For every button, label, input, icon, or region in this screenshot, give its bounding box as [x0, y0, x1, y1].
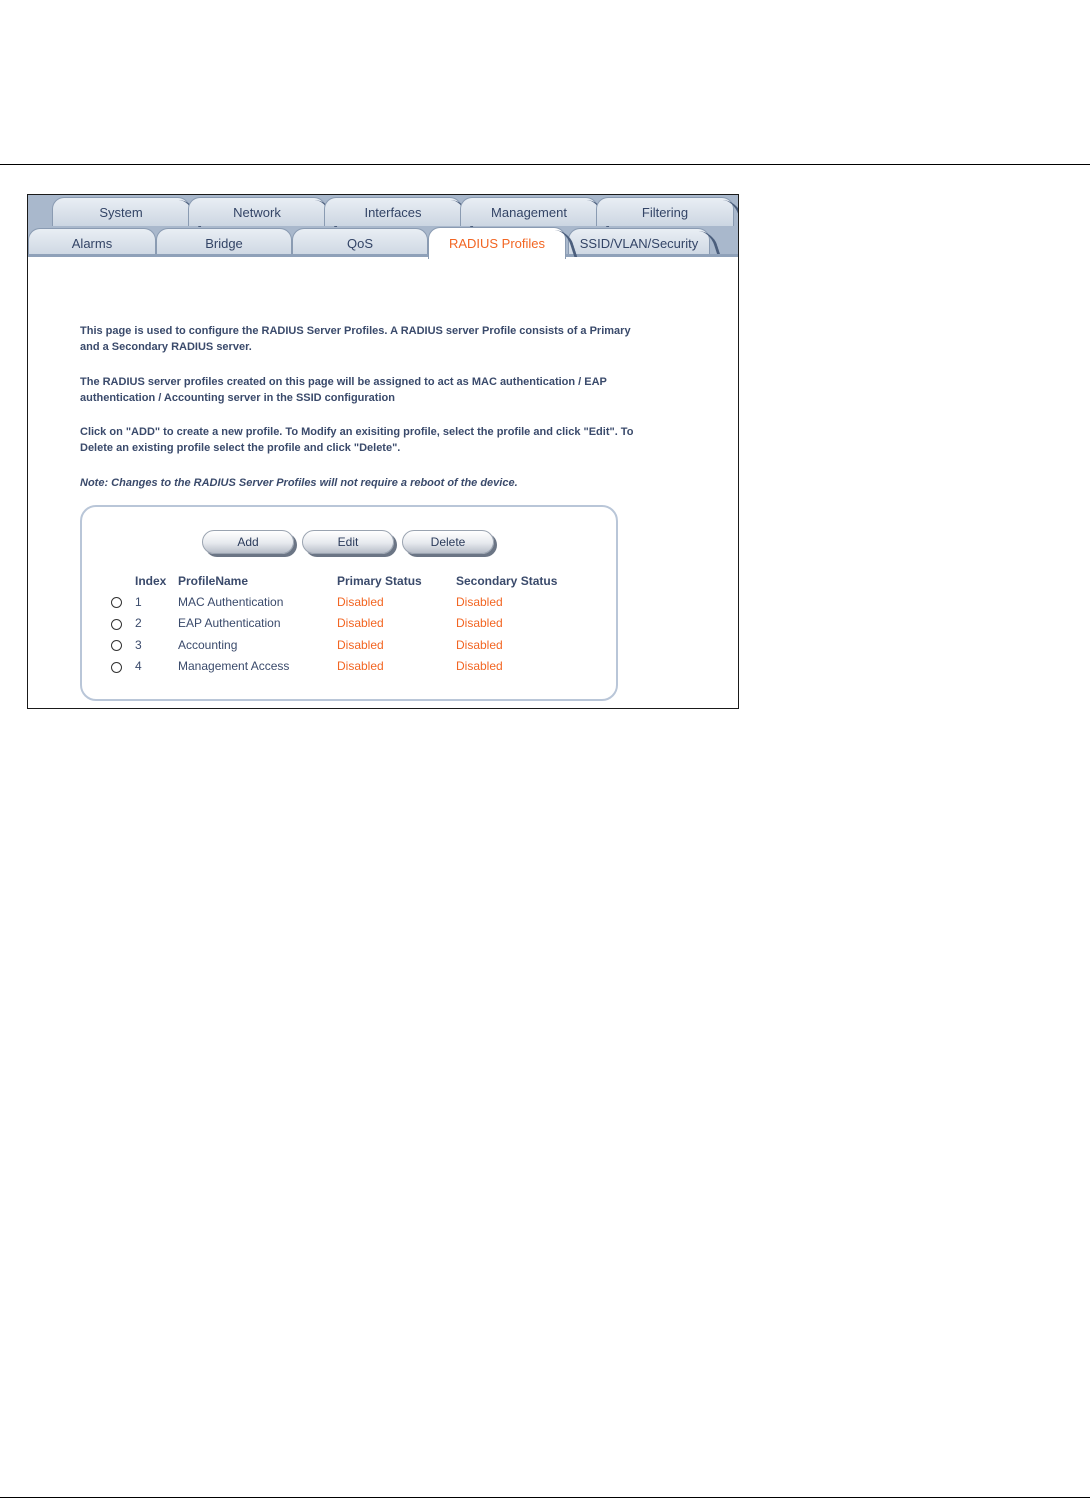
row-index: 2	[135, 616, 142, 631]
tab-label: SSID/VLAN/Security	[579, 235, 699, 251]
top-rule	[0, 164, 1090, 165]
note-text: Note: Changes to the RADIUS Server Profiles will not require a reboot of the device.	[80, 477, 518, 489]
radio-button[interactable]	[111, 662, 122, 673]
intro-paragraph-1: This page is used to configure the RADIUS Server Profiles. A RADIUS server Profile consists of a Primary and a Secondary RADIUS server.	[80, 325, 631, 353]
tab-radius-profiles[interactable]	[428, 227, 566, 259]
table-row	[108, 613, 566, 635]
row-profile-name: Management Access	[178, 659, 290, 674]
row-index: 1	[135, 594, 142, 609]
row-index: 4	[135, 659, 142, 674]
row-secondary-status: Disabled	[456, 616, 503, 631]
tab-network[interactable]	[188, 197, 326, 226]
tab-alarms[interactable]	[28, 228, 156, 257]
tab-label: Alarms	[71, 235, 113, 251]
row-select	[108, 591, 135, 613]
row-primary-status: Disabled	[337, 594, 384, 609]
row-secondary-status: Disabled	[456, 594, 503, 609]
tab-filtering[interactable]	[596, 197, 734, 226]
header-primary-status: Primary Status	[337, 574, 422, 588]
tab-bridge[interactable]	[156, 228, 292, 257]
header-select	[108, 571, 135, 591]
intro-paragraph-2: The RADIUS server profiles created on this page will be assigned to act as MAC authentication / EAP authentication / Accounting server in the SSID configuration	[80, 376, 607, 404]
table-header-row	[108, 571, 566, 591]
row-select	[108, 613, 135, 635]
delete-button[interactable]: Delete	[402, 530, 494, 554]
header-secondary-status: Secondary Status	[456, 574, 558, 588]
tab-label: QoS	[346, 235, 373, 251]
screenshot-frame	[27, 194, 739, 709]
edit-button[interactable]: Edit	[302, 530, 394, 554]
tab-ssid-vlan-security[interactable]	[568, 228, 710, 257]
row-profile-name: EAP Authentication	[178, 616, 281, 631]
radio-button[interactable]	[111, 597, 122, 608]
row-primary-status: Disabled	[337, 637, 384, 652]
table-row	[108, 591, 566, 613]
profiles-table	[108, 571, 566, 677]
add-button[interactable]: Add	[202, 530, 294, 554]
header-index: Index	[135, 574, 167, 588]
radio-button[interactable]	[111, 619, 122, 630]
tab-bar	[28, 195, 738, 257]
content-area	[28, 257, 738, 708]
row-profile-name: Accounting	[178, 637, 238, 652]
bottom-rule	[0, 1497, 1090, 1498]
tab-label: Management	[491, 204, 567, 220]
tab-label: Filtering	[641, 204, 689, 220]
radio-button[interactable]	[111, 640, 122, 651]
tab-system[interactable]	[52, 197, 190, 226]
header-profile-name: ProfileName	[178, 574, 249, 588]
tab-label: RADIUS Profiles	[448, 236, 546, 251]
row-primary-status: Disabled	[337, 659, 384, 674]
tab-edge	[720, 200, 739, 227]
row-primary-status: Disabled	[337, 616, 384, 631]
tab-label: Interfaces	[364, 204, 422, 220]
tab-label: System	[99, 204, 143, 220]
table-row	[108, 656, 566, 678]
tab-label: Bridge	[205, 235, 243, 251]
row-index: 3	[135, 637, 142, 652]
tab-qos[interactable]	[292, 228, 428, 257]
tab-label: Network	[233, 204, 281, 220]
profiles-panel	[80, 505, 618, 701]
table-row	[108, 634, 566, 656]
row-secondary-status: Disabled	[456, 637, 503, 652]
row-profile-name: MAC Authentication	[178, 594, 284, 609]
tab-management[interactable]	[460, 197, 598, 226]
tab-interfaces[interactable]	[324, 197, 462, 226]
intro-paragraph-3: Click on "ADD" to create a new profile. To Modify an exisiting profile, select the profile and click "Edit". To Delete an existing profile select the profile and click "Delete".	[80, 426, 634, 454]
row-select	[108, 634, 135, 656]
row-select	[108, 656, 135, 678]
row-secondary-status: Disabled	[456, 659, 503, 674]
